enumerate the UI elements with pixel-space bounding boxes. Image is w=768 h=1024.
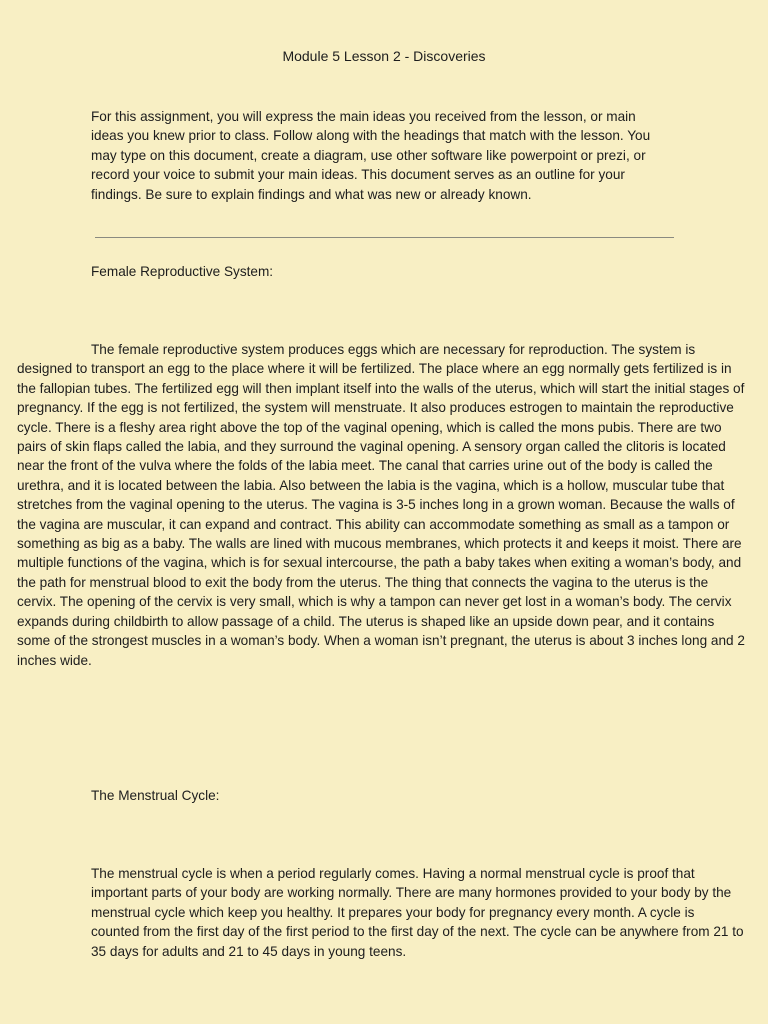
page-title: Module 5 Lesson 2 - Discoveries — [282, 48, 486, 64]
section-body-menstrual-cycle: The menstrual cycle is when a period regularly comes. Having a normal menstrual cycle is proof that important parts of your body are working normally. There are many hormones provided to your body by the menstrual cycle which keep you healthy. It prepares your body for pregnancy every month. A cycle is counted from the first day of the first period to the first day of the next. The cycle can be anywhere from 21 to 35 days for adults and 21 to 45 days in young teens. — [91, 866, 744, 959]
assignment-instructions: For this assignment, you will express the main ideas you received from the lesson, or main ideas you knew prior to class. Follow along with the headings that match with the lesson. You may type on this document, create a diagram, use other software like powerpoint or prezi, or record your voice to submit your main ideas. This document serves as an outline for your findings. Be sure to explain findings and what was new or already known. — [91, 109, 651, 202]
section-body-female-reproductive-system: The female reproductive system produces eggs which are necessary for reproduction. The system is designed to transport an egg to the place where it will be fertilized. The place where an egg normally gets fertilized is in the fallopian tubes. The fertilized egg will then implant itself into the walls of the uterus, which will start the initial stages of pregnancy. If the egg is not fertilized, the system will menstruate. It also produces estrogen to maintain the reproductive cycle. There is a fleshy area right above the top of the vaginal opening, which is called the mons pubis. There are two pairs of skin flaps called the labia, and they surround the vaginal opening. A sensory organ called the clitoris is located near the front of the vulva where the folds of the labia meet. The canal that carries urine out of the body is called the urethra, and it is located between the labia. Also between the labia is the vagina, which is a hollow, muscular tube that stretches from the vaginal opening to the uterus. The vagina is 3-5 inches long in a grown woman. Because the walls of the vagina are muscular, it can expand and contract. This ability can accommodate something as small as a tampon or something as big as a baby. The walls are lined with mucous membranes, which protects it and keeps it moist. There are multiple functions of the vagina, which is for sexual intercourse, the path a baby takes when exiting a woman’s body, and the path for menstrual blood to exit the body from the uterus. The thing that connects the vagina to the uterus is the cervix. The opening of the cervix is very small, which is why a tampon can never get lost in a woman’s body. The cervix expands during childbirth to allow passage of a child. The uterus is shaped like an upside down pear, and it contains some of the strongest muscles in a woman’s body. When a woman isn’t pregnant, the uterus is about 3 inches long and 2 inches wide. — [17, 342, 745, 668]
section-heading-menstrual-cycle: The Menstrual Cycle: — [91, 788, 220, 803]
section-heading-female-reproductive-system: Female Reproductive System: — [91, 264, 274, 279]
horizontal-divider — [95, 237, 674, 238]
